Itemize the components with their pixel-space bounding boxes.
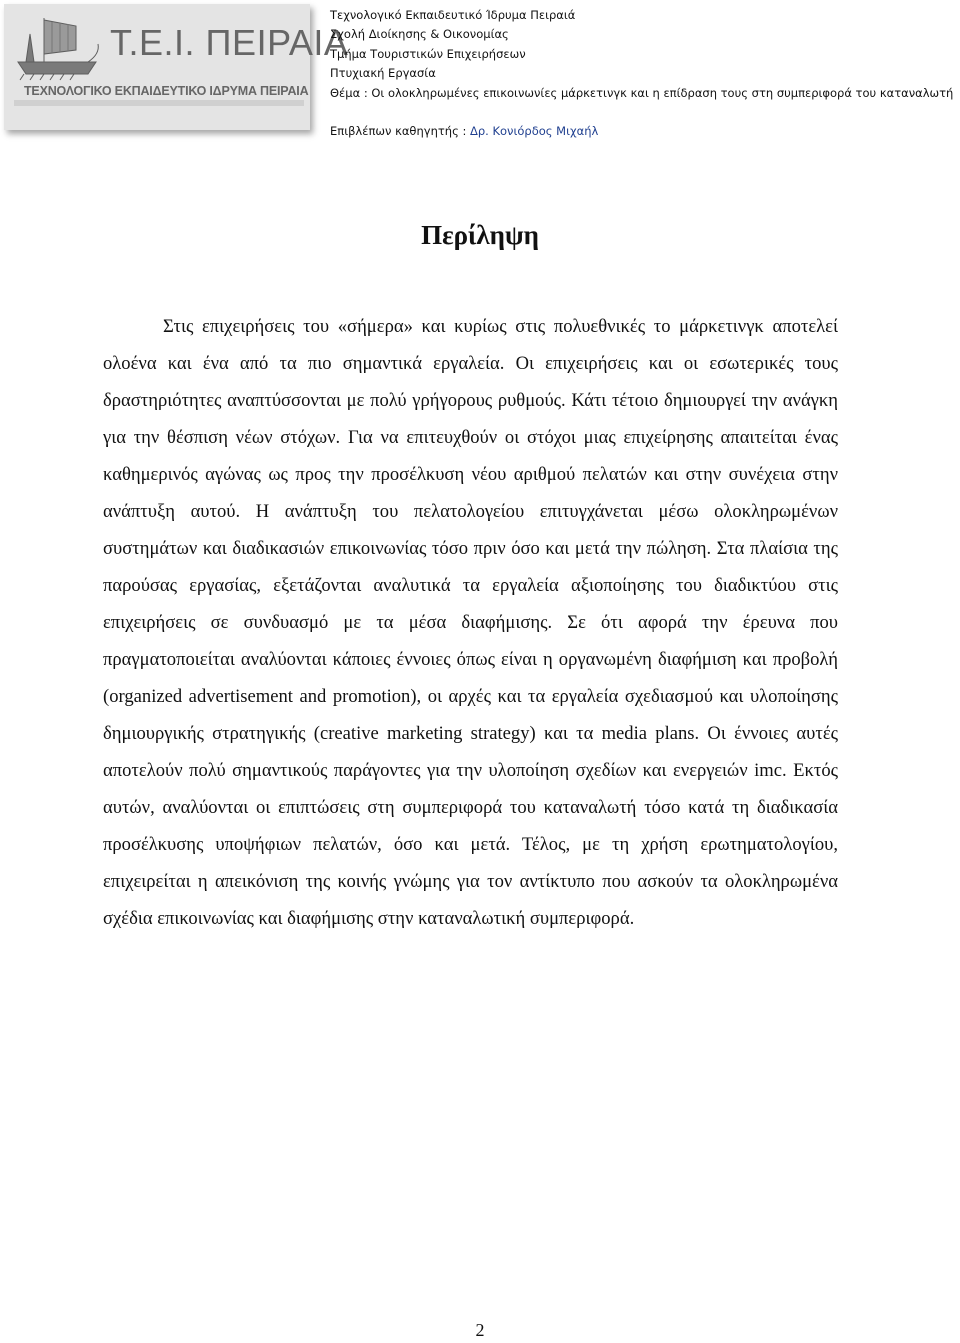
header-subject: Οι ολοκληρωμένες επικοινωνίες μάρκετινγκ και η επίδραση τους στη συμπεριφορά του καταναλωτή — [371, 85, 954, 100]
header-department: Τμήμα Τουριστικών Επιχειρήσεων — [330, 46, 526, 61]
header-thesis-type: Πτυχιακή Εργασία — [330, 66, 436, 81]
document-header — [330, 6, 953, 142]
section-title: Περίληψη — [421, 220, 539, 250]
header-supervisor-line — [330, 122, 953, 141]
abstract-paragraph: Στις επιχειρήσεις του «σήμερα» και κυρίως στις πολυεθνικές το μάρκετινγκ αποτελεί ολοένα και ένα από τα πιο σημαντικά εργαλεία. Οι επιχειρήσεις και οι εσωτερικές τους δραστηριότητες αναπτύσσονται με πολύ γρήγορους ρυθμούς. Κάτι τέτοιο δημιουργεί την ανάγκη για την θέσπιση νέων στόχων. Για να επιτευχθούν οι στόχοι μιας επιχείρησης απαιτείται ένας καθημερινός αγώνας ως προς την προσέλκυση νέου αριθμού πελατών και στην συνέχεια στην ανάπτυξη αυτού. Η ανάπτυξη του πελατολογείου επιτυγχάνεται μέσω ολοκληρωμένων συστημάτων και διαδικασιών επικοινωνίας τόσο πριν όσο και μετά την πώληση. Στα πλαίσια της παρούσας εργασίας, εξετάζονται αναλυτικά τα εργαλεία αξιοποίησης του διαδικτύου στις επιχειρήσεις σε συνδυασμό με τα μέσα διαφήμισης. Σε ότι αφορά την έρευνα που πραγματοποιείται αναλύονται κάποιες έννοιες όπως είναι η οργανωμένη διαφήμιση και προβολή (organized advertisement and promotion), οι αρχές και τα εργαλεία σχεδιασμού και υλοποίησης δημιουργικής στρατηγικής (creative marketing strategy) και τα media plans. Οι έννοιες αυτές αποτελούν πολύ σημαντικούς παράγοντες για την υλοποίηση σχεδίων και ενεργειών imc. Εκτός αυτών, αναλύονται οι επιπτώσεις στη συμπεριφορά του καταναλωτή τόσο κατά τη διαδικασία προσέλκυσης υποψήφιων πελατών, όσο και μετά. Τέλος, με τη χρήση ερωτηματολογίου, επιχειρείται η απεικόνιση της κοινής γνώμης για τον αντίκτυπο που ασκούν τα ολοκληρωμένα σχέδια επικοινωνίας και διαφήμισης στην καταναλωτική συμπεριφορά. — [103, 316, 838, 929]
header-subject-line — [330, 84, 953, 103]
header-subject-label: Θέμα : — [330, 85, 368, 100]
header-institution: Τεχνολογικό Εκπαιδευτικό Ίδρυμα Πειραιά — [330, 8, 576, 22]
header-supervisor-label: Επιβλέπων καθηγητής : — [330, 124, 467, 139]
header-school: Σχολή Διοίκησης & Οικονομίας — [330, 27, 509, 42]
logo-subtitle: ΤΕΧΝΟΛΟΓΙΚΟ ΕΚΠΑΙΔΕΥΤΙΚΟ ΙΔΡΥΜΑ ΠΕΙΡΑΙΑ — [24, 84, 309, 98]
page-number: 2 — [475, 1320, 485, 1340]
logo-title: Τ.Ε.Ι. ΠΕΙΡΑΙΑ — [110, 22, 349, 63]
header-supervisor: Δρ. Κονιόρδος Μιχαήλ — [470, 124, 599, 139]
